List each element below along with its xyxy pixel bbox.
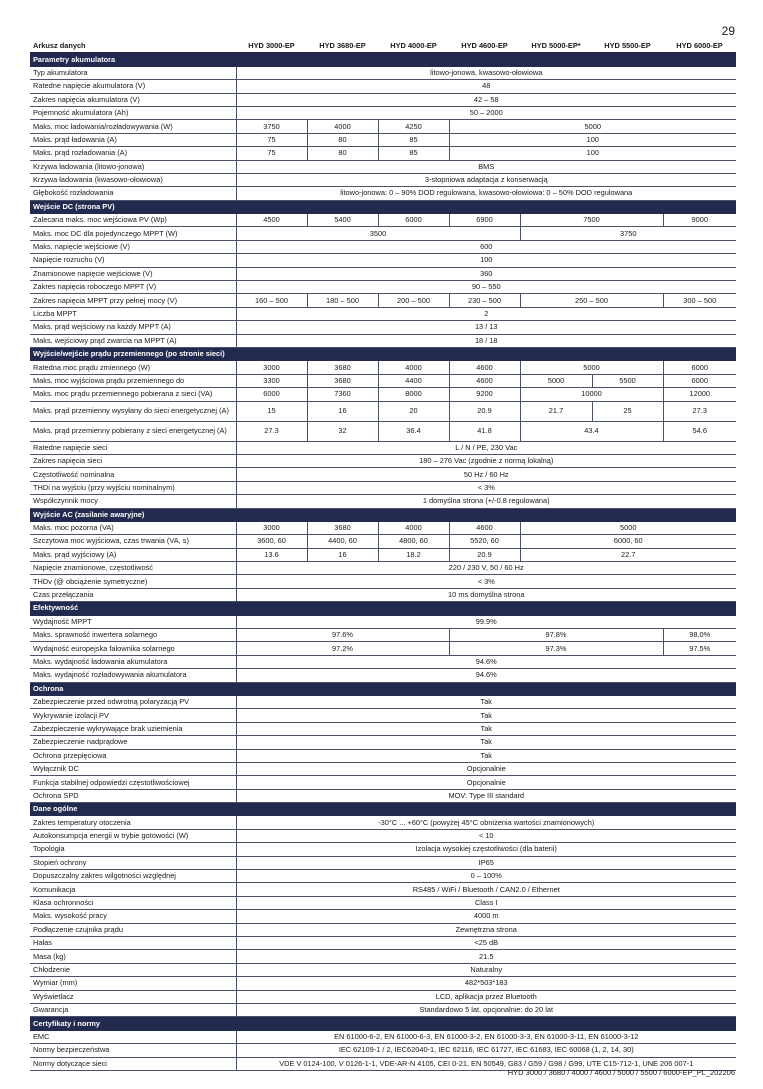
section-title: Wyjście/wejście prądu przemiennego (po stronie sieci) bbox=[30, 347, 736, 360]
row-label: Normy dotyczące sieci bbox=[30, 1057, 236, 1070]
row-label: Czas przełączania bbox=[30, 588, 236, 601]
value-cell: 180 – 276 Vac (zgodnie z normą lokalną) bbox=[236, 454, 736, 467]
value-cell: < 3% bbox=[236, 481, 736, 494]
section-title: Certyfikaty i normy bbox=[30, 1017, 736, 1030]
row-label: Maks. wejściowy prąd zwarcia na MPPT (A) bbox=[30, 334, 236, 347]
row-label: Gwarancja bbox=[30, 1003, 236, 1016]
value-cell: 180 – 500 bbox=[307, 294, 378, 307]
section-header-row bbox=[30, 682, 736, 695]
model-header: HYD 6000-EP bbox=[663, 40, 736, 53]
table-row bbox=[30, 240, 736, 253]
row-label: Zabezpieczenie nadprądowe bbox=[30, 736, 236, 749]
table-row bbox=[30, 963, 736, 976]
value-cell: 5000 bbox=[520, 521, 736, 534]
value-cell: 4000 bbox=[378, 361, 449, 374]
row-label: Maks. sprawność inwertera solarnego bbox=[30, 629, 236, 642]
row-label: Zakres napięcia akumulatora (V) bbox=[30, 93, 236, 106]
value-cell: 6900 bbox=[449, 214, 520, 227]
value-cell: 97.6% bbox=[236, 629, 449, 642]
table-row bbox=[30, 749, 736, 762]
row-label: Napięcie znamionowe, częstotliwość bbox=[30, 562, 236, 575]
table-row bbox=[30, 66, 736, 79]
table-row bbox=[30, 495, 736, 508]
value-cell: 7360 bbox=[307, 388, 378, 401]
table-row bbox=[30, 106, 736, 119]
table-row bbox=[30, 421, 736, 441]
table-row bbox=[30, 990, 736, 1003]
row-label: Ratedne napięcie sieci bbox=[30, 441, 236, 454]
table-row bbox=[30, 133, 736, 146]
value-cell: 48 bbox=[236, 80, 736, 93]
table-row bbox=[30, 227, 736, 240]
row-label: Masa (kg) bbox=[30, 950, 236, 963]
value-cell: -30°C ... +60°C (powyżej 45°C obniżenia wartości znamionowych) bbox=[236, 816, 736, 829]
row-label: Chłodzenie bbox=[30, 963, 236, 976]
value-cell: 15 bbox=[236, 401, 307, 421]
section-title: Wyjście AC (zasilanie awaryjne) bbox=[30, 508, 736, 521]
table-row bbox=[30, 160, 736, 173]
row-label: Wyłącznik DC bbox=[30, 762, 236, 775]
table-row bbox=[30, 120, 736, 133]
section-header-row bbox=[30, 508, 736, 521]
value-cell: 13 / 13 bbox=[236, 321, 736, 334]
value-cell: 9200 bbox=[449, 388, 520, 401]
table-row bbox=[30, 267, 736, 280]
value-cell: 27.3 bbox=[236, 421, 307, 441]
row-label: Wykrywanie izolacji PV bbox=[30, 709, 236, 722]
value-cell: 32 bbox=[307, 421, 378, 441]
value-cell: 4000 bbox=[378, 521, 449, 534]
value-cell: 220 / 230 V, 50 / 60 Hz bbox=[236, 562, 736, 575]
row-label: Wydajność MPPT bbox=[30, 615, 236, 628]
row-label: Napięcie rozruchu (V) bbox=[30, 254, 236, 267]
page-number: 29 bbox=[721, 24, 735, 38]
row-label: Maks. prąd wejściowy na każdy MPPT (A) bbox=[30, 321, 236, 334]
row-label: Szczytowa moc wyjściowa, czas trwania (VA, s) bbox=[30, 535, 236, 548]
value-cell: 94.6% bbox=[236, 655, 736, 668]
row-label: THDv (@ obciążenie symetryczne) bbox=[30, 575, 236, 588]
row-label: Maks. moc ładowania/rozładowywania (W) bbox=[30, 120, 236, 133]
value-cell: 85 bbox=[378, 147, 449, 160]
value-cell: 5520, 60 bbox=[449, 535, 520, 548]
row-label: Częstotliwość nominalna bbox=[30, 468, 236, 481]
value-cell: 21.7 bbox=[520, 401, 592, 421]
value-cell: 4250 bbox=[378, 120, 449, 133]
row-label: Hałas bbox=[30, 937, 236, 950]
section-title: Wejście DC (strona PV) bbox=[30, 200, 736, 213]
value-cell: 8000 bbox=[378, 388, 449, 401]
table-row bbox=[30, 548, 736, 561]
table-row bbox=[30, 709, 736, 722]
table-row bbox=[30, 829, 736, 842]
table-row bbox=[30, 454, 736, 467]
table-row bbox=[30, 575, 736, 588]
value-cell: 4400 bbox=[378, 374, 449, 387]
row-label: Współczynnik mocy bbox=[30, 495, 236, 508]
value-cell: 25 bbox=[592, 401, 663, 421]
row-label: Wymiar (mm) bbox=[30, 977, 236, 990]
row-label: Maks. napięcie wejściowe (V) bbox=[30, 240, 236, 253]
row-label: Zabezpieczenie wykrywające brak uziemienia bbox=[30, 722, 236, 735]
value-cell: 200 – 500 bbox=[378, 294, 449, 307]
section-title: Ochrona bbox=[30, 682, 736, 695]
value-cell: 3500 bbox=[236, 227, 520, 240]
model-header: HYD 5000-EP* bbox=[520, 40, 592, 53]
row-label: Wyświetlacz bbox=[30, 990, 236, 1003]
value-cell: 160 – 500 bbox=[236, 294, 307, 307]
row-label: Topologia bbox=[30, 843, 236, 856]
row-label: Ratedne napięcie akumulatora (V) bbox=[30, 80, 236, 93]
value-cell: <25 dB bbox=[236, 937, 736, 950]
value-cell: 4600 bbox=[449, 361, 520, 374]
value-cell: 4600 bbox=[449, 374, 520, 387]
table-row bbox=[30, 789, 736, 802]
value-cell: 1 domyślna strona (+/-0.8 regulowana) bbox=[236, 495, 736, 508]
value-cell: 100 bbox=[449, 147, 736, 160]
value-cell: IP65 bbox=[236, 856, 736, 869]
table-row bbox=[30, 468, 736, 481]
value-cell: 6000 bbox=[663, 374, 736, 387]
value-cell: 3300 bbox=[236, 374, 307, 387]
table-row bbox=[30, 1003, 736, 1016]
value-cell: 3680 bbox=[307, 374, 378, 387]
row-label: Krzywa ładowania (litowo-jonowa) bbox=[30, 160, 236, 173]
value-cell: Naturalny bbox=[236, 963, 736, 976]
section-header-row bbox=[30, 200, 736, 213]
value-cell: Class I bbox=[236, 896, 736, 909]
value-cell: < 10 bbox=[236, 829, 736, 842]
value-cell: 20.9 bbox=[449, 401, 520, 421]
value-cell: 3680 bbox=[307, 361, 378, 374]
value-cell: 3600, 60 bbox=[236, 535, 307, 548]
table-row bbox=[30, 147, 736, 160]
value-cell: 0 – 100% bbox=[236, 870, 736, 883]
value-cell: IEC 62109-1 / 2, IEC62040-1, IEC 62116, IEC 61727, IEC 61683, IEC 60068 (1, 2, 14, 30) bbox=[236, 1044, 736, 1057]
table-row bbox=[30, 93, 736, 106]
row-label: Zakres napięcia roboczego MPPT (V) bbox=[30, 281, 236, 294]
row-label: Maks. moc DC dla pojedynczego MPPT (W) bbox=[30, 227, 236, 240]
row-label: Maks. prąd przemienny wysyłany do sieci energetycznej (A) bbox=[30, 401, 236, 421]
value-cell: 97.8% bbox=[449, 629, 663, 642]
row-label: EMC bbox=[30, 1030, 236, 1043]
value-cell: 97.2% bbox=[236, 642, 449, 655]
table-row bbox=[30, 870, 736, 883]
value-cell: 6000 bbox=[663, 361, 736, 374]
row-label: Komunikacja bbox=[30, 883, 236, 896]
value-cell: 22.7 bbox=[520, 548, 736, 561]
section-title: Efektywność bbox=[30, 602, 736, 615]
value-cell: MOV: Type III standard bbox=[236, 789, 736, 802]
value-cell: 2 bbox=[236, 307, 736, 320]
row-label: Maks. prąd rozładowania (A) bbox=[30, 147, 236, 160]
value-cell: 600 bbox=[236, 240, 736, 253]
value-cell: 6000 bbox=[236, 388, 307, 401]
table-row bbox=[30, 401, 736, 421]
table-row bbox=[30, 361, 736, 374]
row-label: Funkcja stabilnej odpowiedzi częstotliwościowej bbox=[30, 776, 236, 789]
value-cell: BMS bbox=[236, 160, 736, 173]
value-cell: 50 Hz / 60 Hz bbox=[236, 468, 736, 481]
value-cell: 20 bbox=[378, 401, 449, 421]
table-row bbox=[30, 481, 736, 494]
table-row bbox=[30, 214, 736, 227]
value-cell: 94.6% bbox=[236, 669, 736, 682]
model-header: HYD 4000-EP bbox=[378, 40, 449, 53]
value-cell: 5000 bbox=[449, 120, 736, 133]
row-label: Maks. moc prądu przemiennego pobierana z sieci (VA) bbox=[30, 388, 236, 401]
value-cell: 482*503*183 bbox=[236, 977, 736, 990]
table-row bbox=[30, 722, 736, 735]
table-row bbox=[30, 441, 736, 454]
value-cell: 4000 bbox=[307, 120, 378, 133]
row-label: Liczba MPPT bbox=[30, 307, 236, 320]
value-cell: 4500 bbox=[236, 214, 307, 227]
section-title: Parametry akumulatora bbox=[30, 53, 736, 66]
row-label: Maks. wysokość pracy bbox=[30, 910, 236, 923]
value-cell: EN 61000-6-2, EN 61000-6-3, EN 61000-3-2, EN 61000-3-3, EN 61000-3-11, EN 61000-3-12 bbox=[236, 1030, 736, 1043]
table-row bbox=[30, 374, 736, 387]
value-cell: 10000 bbox=[520, 388, 663, 401]
value-cell: 4400, 60 bbox=[307, 535, 378, 548]
row-label: Głębokość rozładowania bbox=[30, 187, 236, 200]
row-label: Maks. moc pozorna (VA) bbox=[30, 521, 236, 534]
table-row bbox=[30, 307, 736, 320]
value-cell: 50 – 2000 bbox=[236, 106, 736, 119]
value-cell: 97.5% bbox=[663, 642, 736, 655]
value-cell: Opcjonalnie bbox=[236, 776, 736, 789]
value-cell: 75 bbox=[236, 133, 307, 146]
value-cell: 5000 bbox=[520, 361, 663, 374]
header-label: Arkusz danych bbox=[30, 40, 236, 53]
value-cell: RS485 / WiFi / Bluetooth / CAN2.0 / Ethernet bbox=[236, 883, 736, 896]
value-cell: 5400 bbox=[307, 214, 378, 227]
section-header-row bbox=[30, 347, 736, 360]
table-row bbox=[30, 896, 736, 909]
value-cell: 5000 bbox=[520, 374, 592, 387]
table-row bbox=[30, 655, 736, 668]
value-cell: 9000 bbox=[663, 214, 736, 227]
table-row bbox=[30, 521, 736, 534]
table-row bbox=[30, 923, 736, 936]
value-cell: 12000 bbox=[663, 388, 736, 401]
row-label: Zakres temperatury otoczenia bbox=[30, 816, 236, 829]
table-row bbox=[30, 1044, 736, 1057]
value-cell: 20.9 bbox=[449, 548, 520, 561]
value-cell: Tak bbox=[236, 736, 736, 749]
value-cell: VDE V 0124-100, V 0126-1-1, VDE-AR-N 4105, CEI 0-21, EN 50549, G83 / G59 / G98 / G99, UTE C15-712-1, UNE 206 007-1 bbox=[236, 1057, 736, 1070]
value-cell: 18 / 18 bbox=[236, 334, 736, 347]
table-row bbox=[30, 1030, 736, 1043]
row-label: Zalecana maks. moc wejściowa PV (Wp) bbox=[30, 214, 236, 227]
row-label: Maks. moc wyjściowa prądu przemiennego do bbox=[30, 374, 236, 387]
table-row bbox=[30, 187, 736, 200]
model-header: HYD 4600-EP bbox=[449, 40, 520, 53]
footer-code: HYD 3000 / 3680 / 4000 / 4600 / 5000 / 5500 / 6000-EP_PL_202206 bbox=[507, 1068, 735, 1077]
value-cell: 36.4 bbox=[378, 421, 449, 441]
value-cell: Tak bbox=[236, 695, 736, 708]
value-cell: 100 bbox=[449, 133, 736, 146]
value-cell: 7500 bbox=[520, 214, 663, 227]
value-cell: 13.6 bbox=[236, 548, 307, 561]
table-row bbox=[30, 883, 736, 896]
table-row bbox=[30, 588, 736, 601]
value-cell: 16 bbox=[307, 401, 378, 421]
table-row bbox=[30, 816, 736, 829]
row-label: Ochrona przepięciowa bbox=[30, 749, 236, 762]
table-row bbox=[30, 776, 736, 789]
row-label: Znamionowe napięcie wejściowe (V) bbox=[30, 267, 236, 280]
value-cell: 75 bbox=[236, 147, 307, 160]
value-cell: Standardowo 5 lat, opcjonalnie: do 20 lat bbox=[236, 1003, 736, 1016]
row-label: Maks. wydajność rozładowywania akumulatora bbox=[30, 669, 236, 682]
table-row bbox=[30, 281, 736, 294]
row-label: Podłączenie czujnika prądu bbox=[30, 923, 236, 936]
row-label: Ochrona SPD bbox=[30, 789, 236, 802]
value-cell: 6000, 60 bbox=[520, 535, 736, 548]
row-label: Maks. wydajność ładowania akumulatora bbox=[30, 655, 236, 668]
section-header-row bbox=[30, 602, 736, 615]
table-row bbox=[30, 762, 736, 775]
row-label: Klasa ochronności bbox=[30, 896, 236, 909]
value-cell: < 3% bbox=[236, 575, 736, 588]
table-row bbox=[30, 388, 736, 401]
value-cell: litowo-jonowa: 0 – 90% DOD regulowana, kwasowo-ołowiowa: 0 – 50% DOD regulowana bbox=[236, 187, 736, 200]
value-cell: 4000 m bbox=[236, 910, 736, 923]
table-row bbox=[30, 910, 736, 923]
section-header-row bbox=[30, 53, 736, 66]
value-cell: 54.6 bbox=[663, 421, 736, 441]
value-cell: Izolacja wysokiej częstotliwości (dla baterii) bbox=[236, 843, 736, 856]
row-label: Autokonsumpcja energii w trybie gotowości (W) bbox=[30, 829, 236, 842]
table-row bbox=[30, 334, 736, 347]
header-row bbox=[30, 40, 736, 53]
value-cell: 4600 bbox=[449, 521, 520, 534]
value-cell: 41.8 bbox=[449, 421, 520, 441]
table-row bbox=[30, 950, 736, 963]
table-row bbox=[30, 843, 736, 856]
value-cell: 3750 bbox=[520, 227, 736, 240]
value-cell: Tak bbox=[236, 722, 736, 735]
value-cell: 300 – 500 bbox=[663, 294, 736, 307]
value-cell: 250 – 500 bbox=[520, 294, 663, 307]
value-cell: 99.9% bbox=[236, 615, 736, 628]
value-cell: 3680 bbox=[307, 521, 378, 534]
table-row bbox=[30, 642, 736, 655]
value-cell: Zewnętrzna strona bbox=[236, 923, 736, 936]
value-cell: L / N / PE, 230 Vac bbox=[236, 441, 736, 454]
table-row bbox=[30, 562, 736, 575]
row-label: Maks. prąd ładowania (A) bbox=[30, 133, 236, 146]
row-label: Zabezpieczenie przed odwrotną polaryzacją PV bbox=[30, 695, 236, 708]
value-cell: litowo-jonowa, kwasowo-ołowiowa bbox=[236, 66, 736, 79]
row-label: THDi na wyjściu (przy wyjściu nominalnym) bbox=[30, 481, 236, 494]
table-row bbox=[30, 535, 736, 548]
value-cell: 90 – 550 bbox=[236, 281, 736, 294]
value-cell: 27.3 bbox=[663, 401, 736, 421]
value-cell: 80 bbox=[307, 147, 378, 160]
model-header: HYD 3000-EP bbox=[236, 40, 307, 53]
table-row bbox=[30, 173, 736, 186]
value-cell: 3-stopniowa adaptacja z konserwacją bbox=[236, 173, 736, 186]
table-row bbox=[30, 856, 736, 869]
table-row bbox=[30, 695, 736, 708]
value-cell: 100 bbox=[236, 254, 736, 267]
datasheet-body bbox=[30, 53, 736, 1071]
value-cell: 43.4 bbox=[520, 421, 663, 441]
value-cell: Opcjonalnie bbox=[236, 762, 736, 775]
table-row bbox=[30, 977, 736, 990]
value-cell: 42 – 58 bbox=[236, 93, 736, 106]
value-cell: 230 – 500 bbox=[449, 294, 520, 307]
value-cell: 3750 bbox=[236, 120, 307, 133]
value-cell: 3000 bbox=[236, 361, 307, 374]
row-label: Maks. prąd wyjściowy (A) bbox=[30, 548, 236, 561]
value-cell: Tak bbox=[236, 749, 736, 762]
table-row bbox=[30, 294, 736, 307]
value-cell: 5500 bbox=[592, 374, 663, 387]
table-row bbox=[30, 669, 736, 682]
value-cell: 80 bbox=[307, 133, 378, 146]
model-header: HYD 5500-EP bbox=[592, 40, 663, 53]
value-cell: 16 bbox=[307, 548, 378, 561]
table-row bbox=[30, 254, 736, 267]
table-row bbox=[30, 736, 736, 749]
section-header-row bbox=[30, 1017, 736, 1030]
row-label: Wydajność europejska falownika solarnego bbox=[30, 642, 236, 655]
value-cell: 10 ms domyślna strona bbox=[236, 588, 736, 601]
value-cell: 6000 bbox=[378, 214, 449, 227]
table-row bbox=[30, 321, 736, 334]
value-cell: 21.5 bbox=[236, 950, 736, 963]
section-header-row bbox=[30, 803, 736, 816]
row-label: Maks. prąd przemienny pobierany z sieci energetycznej (A) bbox=[30, 421, 236, 441]
table-row bbox=[30, 615, 736, 628]
row-label: Dopuszczalny zakres wilgotności względnej bbox=[30, 870, 236, 883]
value-cell: LCD, aplikacja przez Bluetooth bbox=[236, 990, 736, 1003]
table-row bbox=[30, 629, 736, 642]
value-cell: 98.0% bbox=[663, 629, 736, 642]
row-label: Typ akumulatora bbox=[30, 66, 236, 79]
value-cell: 360 bbox=[236, 267, 736, 280]
value-cell: 3000 bbox=[236, 521, 307, 534]
table-row bbox=[30, 937, 736, 950]
row-label: Zakres napięcia MPPT przy pełnej mocy (V) bbox=[30, 294, 236, 307]
row-label: Ratedna moc prądu zmiennego (W) bbox=[30, 361, 236, 374]
section-title: Dane ogólne bbox=[30, 803, 736, 816]
model-header: HYD 3680-EP bbox=[307, 40, 378, 53]
row-label: Pojemność akumulatora (Ah) bbox=[30, 106, 236, 119]
row-label: Stopień ochrony bbox=[30, 856, 236, 869]
row-label: Zakres napięcia sieci bbox=[30, 454, 236, 467]
value-cell: 97.3% bbox=[449, 642, 663, 655]
row-label: Krzywa ładowania (kwasowo-ołowiowa) bbox=[30, 173, 236, 186]
value-cell: Tak bbox=[236, 709, 736, 722]
value-cell: 4800, 60 bbox=[378, 535, 449, 548]
datasheet-table bbox=[30, 40, 736, 1071]
value-cell: 85 bbox=[378, 133, 449, 146]
row-label: Normy bezpieczeństwa bbox=[30, 1044, 236, 1057]
value-cell: 18.2 bbox=[378, 548, 449, 561]
table-row bbox=[30, 80, 736, 93]
